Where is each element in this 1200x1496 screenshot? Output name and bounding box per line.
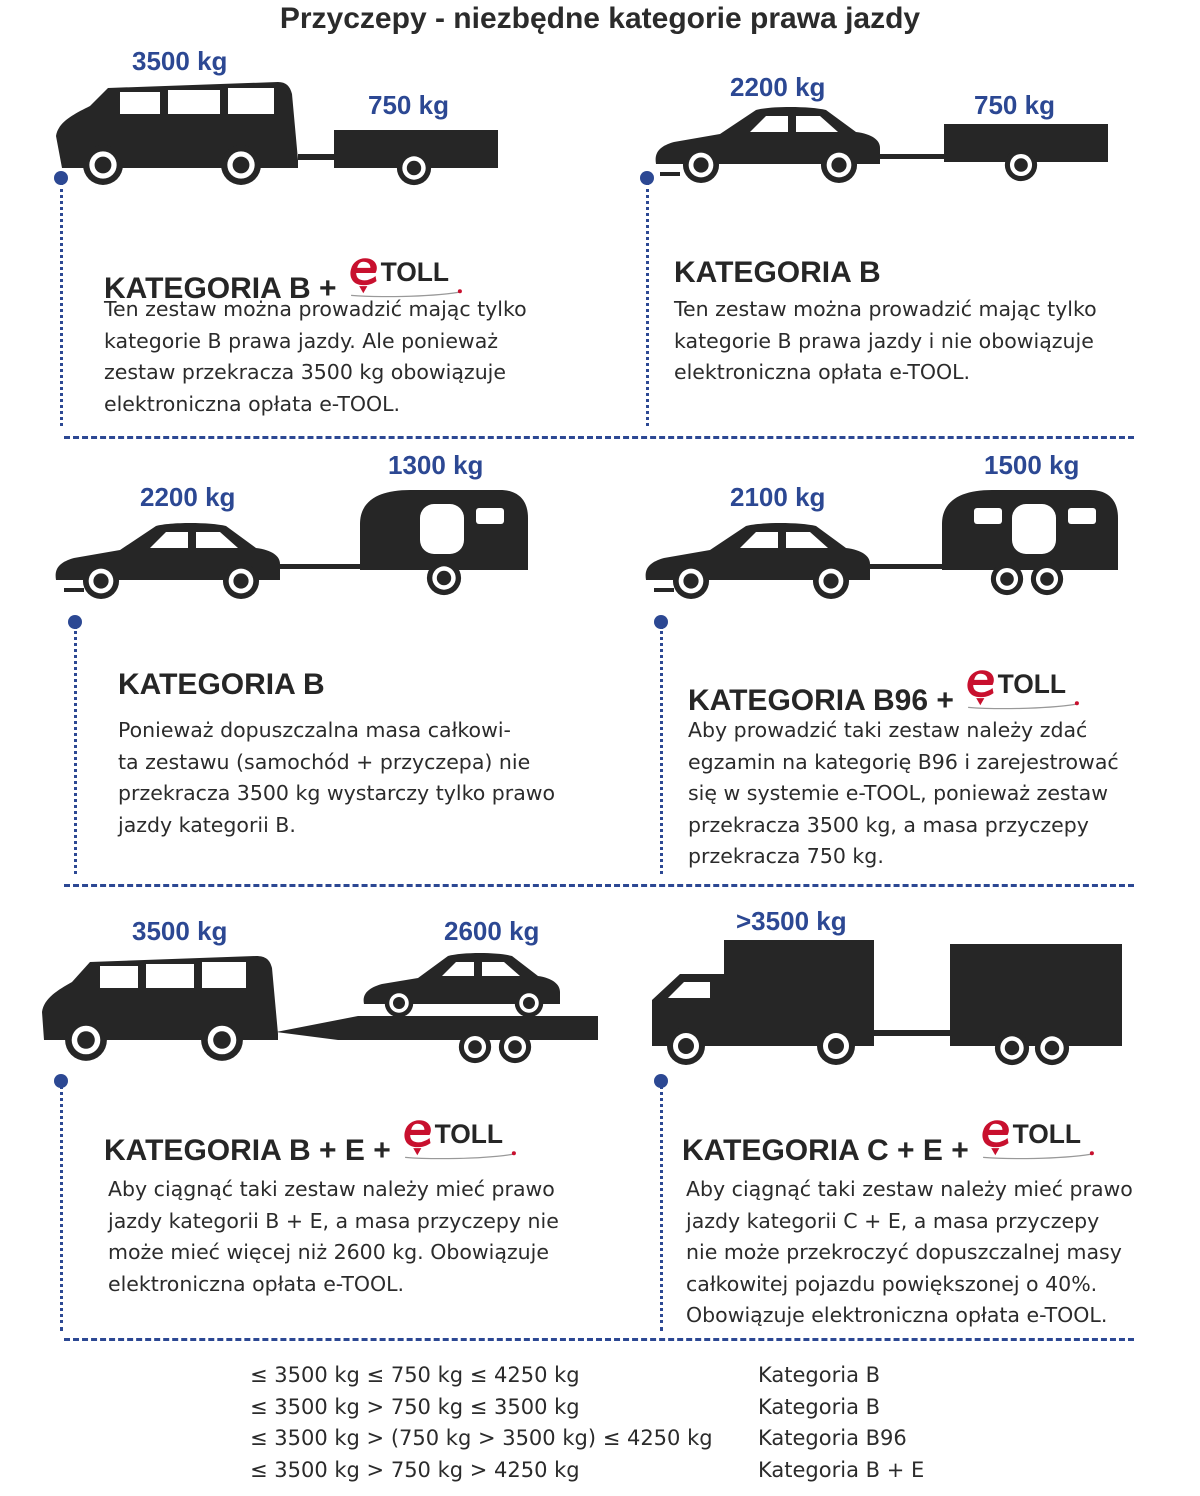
description-line: przekracza 750 kg. [688, 844, 884, 868]
description-line: jazdy kategorii B. [118, 812, 296, 837]
description-line: kategorie B prawa jazdy i nie obowiązuje [674, 328, 1094, 353]
heading-text: KATEGORIA B96 + [688, 684, 954, 717]
description-line: się w systemie e-TOOL, ponieważ zestaw [688, 781, 1108, 805]
description-line: przekracza 3500 kg wystarczy tylko prawo [118, 781, 556, 805]
description-line: ta zestawu (samochód + przyczepa) nie [118, 749, 531, 774]
description-line: Aby ciągnąć taki zestaw należy mieć prawo [686, 1177, 1133, 1201]
summary-category: Kategoria B96 [758, 1426, 907, 1450]
section-divider [64, 1338, 1134, 1341]
car-with-caravan-icon [50, 484, 534, 600]
panel-description [104, 294, 527, 420]
vehicle-weight-label: 2100 kg [730, 482, 826, 512]
description-line: kategorie B prawa jazdy. Ale ponieważ [104, 328, 499, 353]
trailer-weight-label: 1300 kg [388, 450, 484, 480]
connector-line [660, 626, 663, 874]
summary-categories [758, 1360, 924, 1486]
etoll-logo [962, 664, 1084, 718]
heading-text: KATEGORIA B [118, 668, 325, 701]
summary-category: Kategoria B + E [758, 1457, 925, 1482]
connector-line [60, 182, 63, 426]
panel-heading [688, 664, 1084, 718]
description-line: Aby ciągnąć taki zestaw należy mieć prawo [108, 1177, 555, 1201]
description-line: może mieć więcej niż 2600 kg. Obowiązuje [108, 1240, 549, 1264]
summary-condition: ≤ 3500 kg > (750 kg > 3500 kg) ≤ 4250 kg [250, 1426, 713, 1450]
trailer-weight-label: 750 kg [974, 90, 1055, 120]
summary-condition: ≤ 3500 kg ≤ 750 kg ≤ 4250 kg [250, 1363, 580, 1387]
panel-description [118, 715, 555, 841]
description-line: przekracza 3500 kg, a masa przyczepy [688, 812, 1089, 837]
vehicle-weight-label: 2200 kg [730, 72, 826, 102]
panel-description [686, 1174, 1133, 1332]
trailer-weight-label: 750 kg [368, 90, 449, 120]
summary-conditions [250, 1360, 713, 1486]
panel-description [688, 715, 1119, 873]
car-with-caravan-icon [640, 484, 1124, 600]
van-with-trailer-icon [50, 78, 510, 190]
description-line: Obowiązuje elektroniczna opłata e-TOOL. [686, 1303, 1108, 1327]
truck-with-trailer-icon [640, 940, 1124, 1068]
summary-condition: ≤ 3500 kg > 750 kg > 4250 kg [250, 1457, 580, 1482]
connector-line [60, 1085, 63, 1331]
connector-line [646, 182, 649, 426]
vehicle-weight-label: 3500 kg [132, 916, 228, 946]
page-title: Przyczepy - niezbędne kategorie prawa jazdy [279, 2, 921, 35]
connector-line [74, 626, 77, 874]
section-divider [64, 884, 1134, 887]
vehicle-weight-label: 2200 kg [140, 482, 236, 512]
description-line: jazdy kategorii B + E, a masa przyczepy nie [108, 1208, 559, 1233]
heading-text: KATEGORIA B + [104, 272, 337, 305]
description-line: zestaw przekracza 3500 kg obowiązuje [104, 360, 506, 384]
description-line: elektroniczna opłata e-TOOL. [104, 391, 401, 416]
description-line: nie może przekroczyć dopuszczalnej masy [686, 1240, 1122, 1264]
car-with-trailer-icon [650, 104, 1112, 186]
summary-category: Kategoria B [758, 1363, 881, 1387]
etoll-logo [399, 1114, 521, 1168]
panel-heading [682, 1114, 1099, 1168]
description-line: Ponieważ dopuszczalna masa całkowi- [118, 718, 511, 742]
panel-heading [674, 256, 881, 290]
description-line: jazdy kategorii C + E, a masa przyczepy [686, 1208, 1100, 1233]
heading-text: KATEGORIA B + E + [104, 1134, 391, 1167]
trailer-weight-label: 1500 kg [984, 450, 1080, 480]
vehicle-weight-label: 3500 kg [132, 46, 228, 76]
summary-category: Kategoria B [758, 1394, 881, 1419]
summary-condition: ≤ 3500 kg > 750 kg ≤ 3500 kg [250, 1394, 580, 1419]
panel-heading [104, 1114, 521, 1168]
description-line: elektroniczna opłata e-TOOL. [674, 360, 971, 384]
section-divider [64, 436, 1134, 439]
panel-heading [118, 668, 325, 702]
svg-text:TOLL: TOLL [1012, 1119, 1081, 1150]
description-line: Aby prowadzić taki zestaw należy zdać [688, 718, 1088, 742]
description-line: egzamin na kategorię B96 i zarejestrować [688, 749, 1119, 774]
panel-description [674, 294, 1097, 389]
connector-line [660, 1085, 663, 1331]
panel-description [108, 1174, 559, 1300]
svg-text:TOLL: TOLL [997, 669, 1066, 700]
description-line: Ten zestaw można prowadzić mając tylko [104, 297, 527, 321]
vehicle-weight-label: >3500 kg [736, 906, 847, 936]
description-line: całkowitej pojazdu powiększonej o 40%. [686, 1271, 1098, 1296]
svg-text:TOLL: TOLL [380, 257, 449, 288]
etoll-logo [977, 1114, 1099, 1168]
heading-text: KATEGORIA C + E + [682, 1134, 969, 1167]
van-with-car-trailer-icon [38, 942, 604, 1070]
description-line: elektroniczna opłata e-TOOL. [108, 1271, 405, 1296]
svg-text:TOLL: TOLL [434, 1119, 503, 1150]
description-line: Ten zestaw można prowadzić mając tylko [674, 297, 1097, 321]
heading-text: KATEGORIA B [674, 256, 881, 289]
trailer-weight-label: 2600 kg [444, 916, 540, 946]
